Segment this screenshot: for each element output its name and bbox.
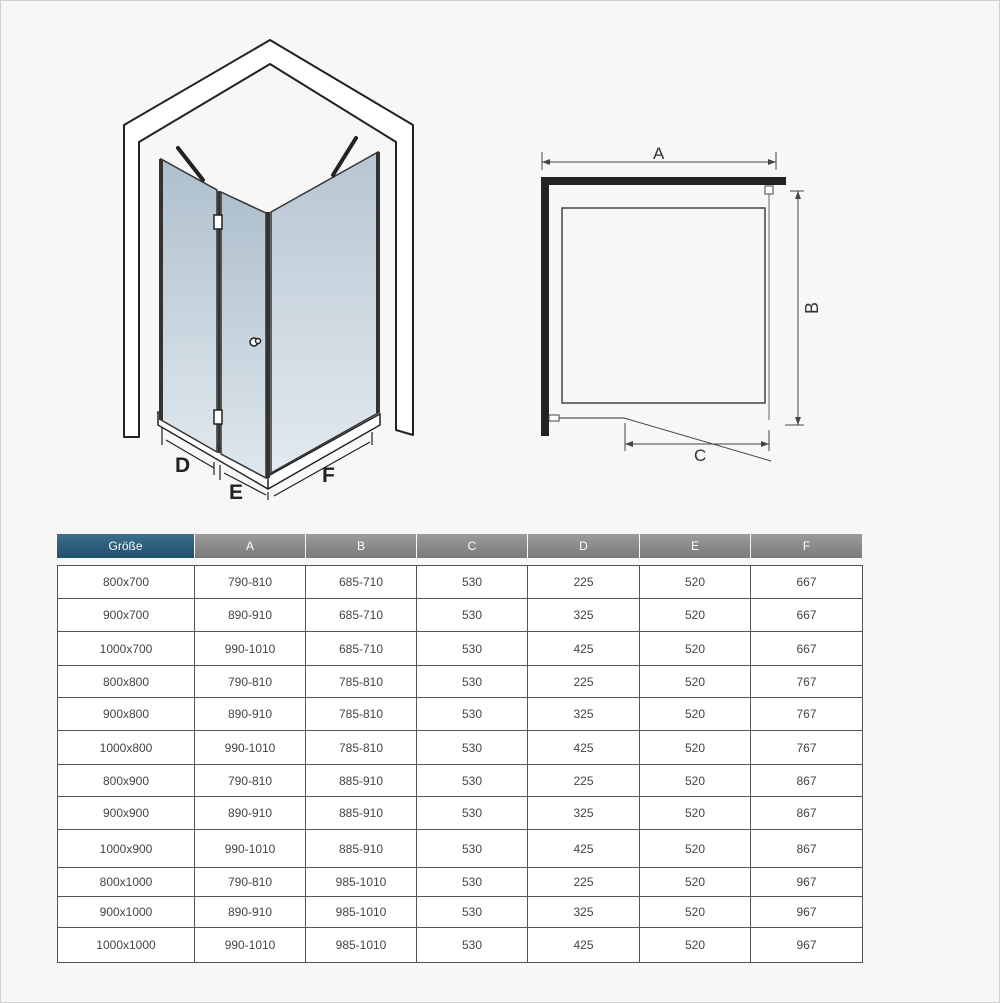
plan-view-diagram — [530, 140, 830, 470]
table-cell: 785-810 — [306, 698, 417, 731]
isometric-enclosure-diagram — [100, 30, 430, 510]
table-cell: 990-1010 — [195, 830, 306, 868]
header-d: D — [528, 534, 640, 558]
table-cell: 1000x900 — [57, 830, 195, 868]
dimension-label-f: F — [322, 464, 335, 487]
table-cell: 225 — [528, 765, 640, 797]
table-cell: 967 — [751, 897, 863, 928]
table-cell: 530 — [417, 765, 528, 797]
table-cell: 790-810 — [195, 666, 306, 698]
table-cell: 900x900 — [57, 797, 195, 830]
table-cell: 667 — [751, 632, 863, 666]
plan-arrowheads — [542, 159, 801, 447]
table-cell: 890-910 — [195, 698, 306, 731]
table-cell: 885-910 — [306, 797, 417, 830]
table-row — [57, 565, 863, 599]
table-cell: 225 — [528, 666, 640, 698]
table-cell: 800x800 — [57, 666, 195, 698]
table-row — [57, 868, 863, 897]
table-cell: 1000x1000 — [57, 928, 195, 963]
table-row — [57, 765, 863, 797]
table-cell: 530 — [417, 868, 528, 897]
table-cell: 867 — [751, 765, 863, 797]
table-cell: 990-1010 — [195, 632, 306, 666]
table-cell: 985-1010 — [306, 897, 417, 928]
table-cell: 890-910 — [195, 897, 306, 928]
table-cell: 767 — [751, 666, 863, 698]
table-cell: 900x1000 — [57, 897, 195, 928]
table-cell: 225 — [528, 868, 640, 897]
dimension-label-d: D — [175, 454, 191, 477]
table-cell: 225 — [528, 565, 640, 599]
table-cell: 530 — [417, 599, 528, 632]
size-table — [57, 534, 863, 963]
table-cell: 867 — [751, 830, 863, 868]
table-row — [57, 599, 863, 632]
table-cell: 325 — [528, 797, 640, 830]
dimension-label-c: C — [694, 446, 707, 465]
table-cell: 667 — [751, 599, 863, 632]
header-a: A — [195, 534, 306, 558]
table-cell: 520 — [640, 666, 751, 698]
table-cell: 325 — [528, 897, 640, 928]
table-row — [57, 797, 863, 830]
table-cell: 520 — [640, 632, 751, 666]
table-cell: 530 — [417, 632, 528, 666]
table-cell: 1000x800 — [57, 731, 195, 765]
table-row — [57, 698, 863, 731]
table-cell: 967 — [751, 928, 863, 963]
table-cell: 667 — [751, 565, 863, 599]
table-cell: 520 — [640, 797, 751, 830]
table-cell: 890-910 — [195, 599, 306, 632]
table-cell: 520 — [640, 868, 751, 897]
table-cell: 425 — [528, 928, 640, 963]
table-cell: 520 — [640, 599, 751, 632]
table-cell: 520 — [640, 565, 751, 599]
dimension-label-a: A — [653, 144, 665, 163]
table-row — [57, 731, 863, 765]
table-cell: 985-1010 — [306, 928, 417, 963]
table-cell: 767 — [751, 698, 863, 731]
table-cell: 990-1010 — [195, 928, 306, 963]
table-row — [57, 928, 863, 963]
table-cell: 785-810 — [306, 731, 417, 765]
stabiliser-bars — [178, 138, 356, 180]
table-cell: 530 — [417, 698, 528, 731]
table-cell: 520 — [640, 698, 751, 731]
table-cell: 520 — [640, 830, 751, 868]
table-cell: 890-910 — [195, 797, 306, 830]
table-cell: 530 — [417, 928, 528, 963]
header-e: E — [640, 534, 751, 558]
table-cell: 520 — [640, 765, 751, 797]
table-row — [57, 666, 863, 698]
dimension-label-e: E — [229, 481, 244, 504]
plan-outline — [545, 177, 786, 461]
table-cell: 800x1000 — [57, 868, 195, 897]
table-cell: 425 — [528, 632, 640, 666]
table-cell: 767 — [751, 731, 863, 765]
table-cell: 885-910 — [306, 830, 417, 868]
table-cell: 685-710 — [306, 632, 417, 666]
table-cell: 685-710 — [306, 599, 417, 632]
table-cell: 1000x700 — [57, 632, 195, 666]
table-cell: 967 — [751, 868, 863, 897]
table-row — [57, 632, 863, 666]
table-cell: 800x700 — [57, 565, 195, 599]
table-cell: 867 — [751, 797, 863, 830]
header-size: Größe — [57, 534, 195, 558]
table-cell: 900x800 — [57, 698, 195, 731]
table-row — [57, 897, 863, 928]
table-header-row — [57, 534, 863, 558]
table-cell: 785-810 — [306, 666, 417, 698]
table-cell: 530 — [417, 666, 528, 698]
header-f: F — [751, 534, 863, 558]
table-cell: 520 — [640, 928, 751, 963]
table-cell: 790-810 — [195, 565, 306, 599]
header-b: B — [306, 534, 417, 558]
table-cell: 530 — [417, 897, 528, 928]
table-cell: 530 — [417, 565, 528, 599]
table-cell: 425 — [528, 731, 640, 765]
table-row — [57, 830, 863, 868]
table-cell: 985-1010 — [306, 868, 417, 897]
table-cell: 530 — [417, 830, 528, 868]
table-cell: 530 — [417, 797, 528, 830]
table-cell: 790-810 — [195, 868, 306, 897]
table-cell: 685-710 — [306, 565, 417, 599]
header-c: C — [417, 534, 528, 558]
table-cell: 325 — [528, 698, 640, 731]
table-cell: 520 — [640, 897, 751, 928]
table-cell: 325 — [528, 599, 640, 632]
table-cell: 800x900 — [57, 765, 195, 797]
table-cell: 885-910 — [306, 765, 417, 797]
table-cell: 520 — [640, 731, 751, 765]
table-cell: 425 — [528, 830, 640, 868]
table-cell: 900x700 — [57, 599, 195, 632]
table-cell: 530 — [417, 731, 528, 765]
dimension-label-b: B — [802, 301, 822, 314]
table-cell: 990-1010 — [195, 731, 306, 765]
table-cell: 790-810 — [195, 765, 306, 797]
